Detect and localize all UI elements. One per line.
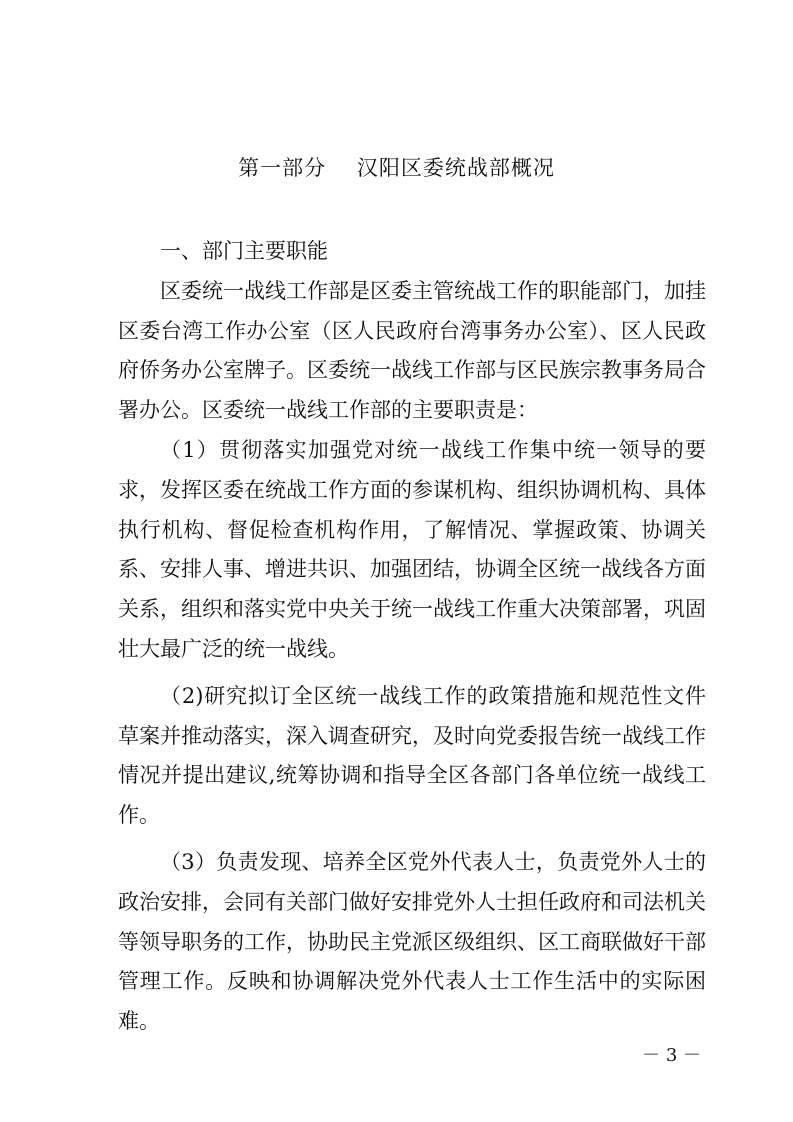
page-number: － 3 －: [642, 1045, 701, 1066]
section-heading: 一、部门主要职能: [160, 239, 328, 263]
paragraph-duty-1: （1）贯彻落实加强党对统一战线工作集中统一领导的要求，发挥区委在统战工作方面的参谋机构、组织协调机构、具体执行机构、督促检查机构作用，了解情况、掌握政策、协调关系、安排人事、增进共识、加强团结，协调全区统一战线各方面关系，组织和落实党中央关于统一战线工作重大决策部署，巩固壮大最广泛的统一战线。: [118, 437, 706, 661]
paragraph-intro: 区委统一战线工作部是区委主管统战工作的职能部门，加挂区委台湾工作办公室（区人民政府台湾事务办公室）、区人民政府侨务办公室牌子。区委统一战线工作部与区民族宗教事务局合署办公。区委统一战线工作部的主要职责是：: [118, 278, 706, 423]
paragraph-duty-3: （3）负责发现、培养全区党外代表人士，负责党外人士的政治安排，会同有关部门做好安排党外人士担任政府和司法机关等领导职务的工作，协助民主党派区级组织、区工商联做好干部管理工作。反映和协调解决党外代表人士工作生活中的实际困难。: [118, 849, 706, 1034]
paragraph-duty-2: （2)研究拟订全区统一战线工作的政策措施和规范性文件草案并推动落实，深入调查研究，及时向党委报告统一战线工作情况并提出建议,统筹协调和指导全区各部门各单位统一战线工作。: [118, 683, 706, 828]
document-body: [118, 232, 706, 1042]
page-title: 第一部分 汉阳区委统战部概况: [238, 156, 555, 180]
